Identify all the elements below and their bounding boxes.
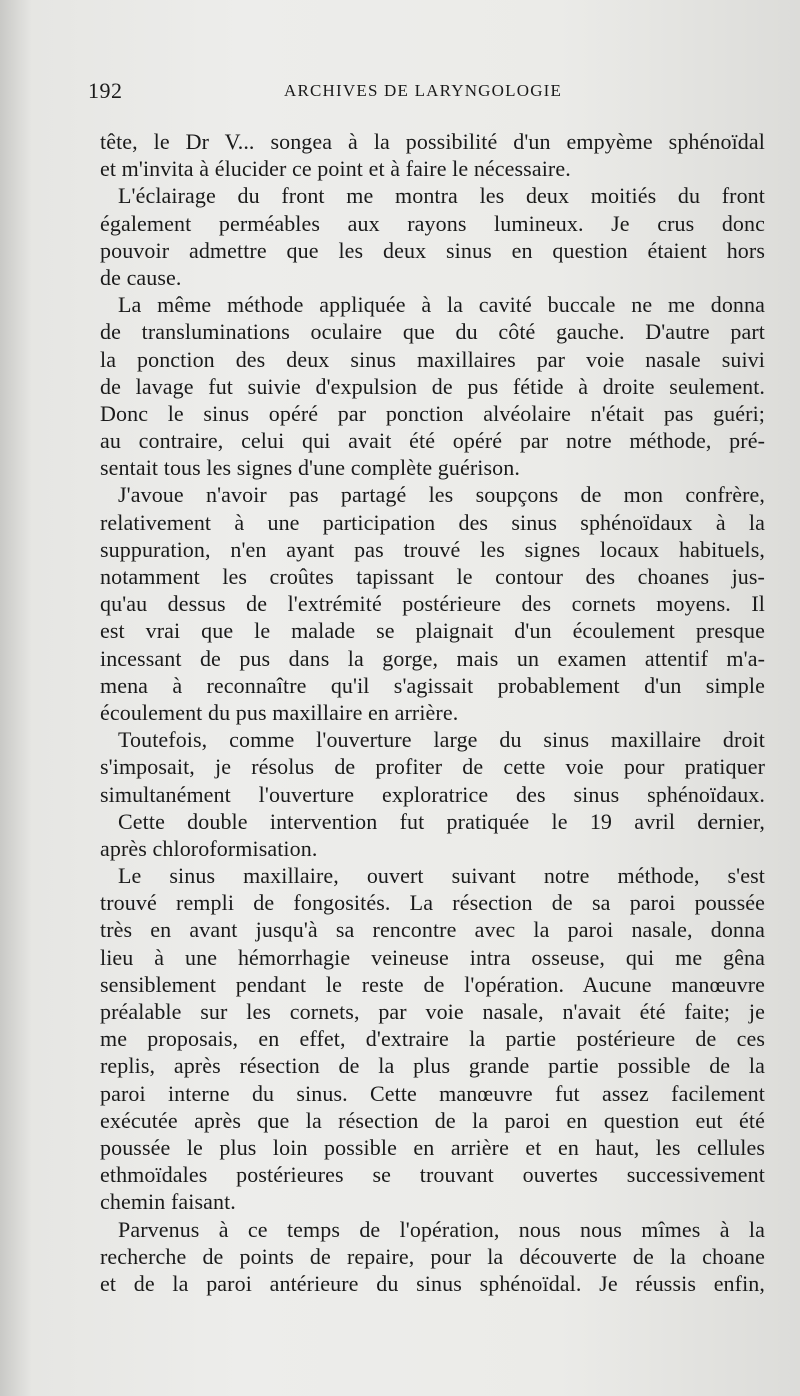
- text-line: sensiblement pendant le reste de l'opération. Aucune manœuvre: [100, 971, 765, 997]
- text-line: J'avoue n'avoir pas partagé les soupçons de mon confrère,: [118, 482, 765, 508]
- text-line: la ponction des deux sinus maxillaires par voie nasale suivi: [100, 346, 765, 372]
- text-line: replis, après résection de la plus grande partie possible de la: [100, 1053, 765, 1079]
- page-number: 192: [88, 78, 123, 103]
- text-line: relativement à une participation des sinus sphénoïdaux à la: [100, 509, 765, 535]
- text-line: Parvenus à ce temps de l'opération, nous nous mîmes à la: [118, 1216, 765, 1242]
- body-text: [100, 128, 765, 1297]
- text-line: notamment les croûtes tapissant le contour des choanes jus-: [100, 564, 765, 589]
- text-line: pouvoir admettre que les deux sinus en question étaient hors: [100, 237, 765, 263]
- text-line: ethmoïdales postérieures se trouvant ouvertes successivement: [100, 1162, 765, 1188]
- text-line: me proposais, en effet, d'extraire la partie postérieure de ces: [100, 1026, 765, 1052]
- text-line: Cette double intervention fut pratiquée le 19 avril dernier,: [118, 808, 765, 834]
- text-line: L'éclairage du front me montra les deux moitiés du front: [118, 183, 765, 209]
- text-line: très en avant jusqu'à sa rencontre avec la paroi nasale, donna: [100, 917, 765, 943]
- text-line: Donc le sinus opéré par ponction alvéolaire n'était pas guéri;: [100, 400, 765, 426]
- text-line: au contraire, celui qui avait été opéré par notre méthode, pré-: [100, 428, 765, 454]
- text-line: poussée le plus loin possible en arrière et en haut, les cellules: [100, 1134, 765, 1160]
- text-line: exécutée après que la résection de la paroi en question eut été: [100, 1107, 765, 1133]
- text-line: écoulement du pus maxillaire en arrière.: [100, 699, 459, 725]
- text-line: après chloroformisation.: [100, 835, 318, 861]
- text-line: chemin faisant.: [100, 1189, 236, 1215]
- text-line: de transluminations oculaire que du côté gauche. D'autre part: [100, 319, 765, 345]
- text-line: qu'au dessus de l'extrémité postérieure des cornets moyens. Il: [100, 591, 765, 617]
- text-line: et de la paroi antérieure du sinus sphénoïdal. Je réussis enfin,: [100, 1270, 765, 1296]
- text-line: également perméables aux rayons lumineux. Je crus donc: [100, 210, 765, 236]
- text-line: Le sinus maxillaire, ouvert suivant notre méthode, s'est: [118, 863, 765, 889]
- text-line: et m'invita à élucider ce point et à faire le nécessaire.: [100, 156, 571, 182]
- page-header: [88, 78, 760, 108]
- text-line: suppuration, n'en ayant pas trouvé les signes locaux habituels,: [100, 536, 765, 562]
- text-line: recherche de points de repaire, pour la découverte de la choane: [100, 1243, 765, 1269]
- text-line: Toutefois, comme l'ouverture large du sinus maxillaire droit: [118, 727, 765, 753]
- text-line: est vrai que le malade se plaignait d'un écoulement presque: [100, 618, 765, 644]
- text-line: tête, le Dr V... songea à la possibilité d'un empyème sphénoïdal: [100, 129, 765, 154]
- text-line: La même méthode appliquée à la cavité buccale ne me donna: [118, 292, 765, 318]
- text-line: simultanément l'ouverture exploratrice des sinus sphénoïdaux.: [100, 781, 765, 807]
- text-line: mena à reconnaître qu'il s'agissait probablement d'un simple: [100, 672, 765, 698]
- text-line: trouvé rempli de fongosités. La résection de sa paroi poussée: [100, 890, 765, 916]
- running-title: ARCHIVES DE LARYNGOLOGIE: [284, 81, 563, 100]
- text-line: paroi interne du sinus. Cette manœuvre fut assez facilement: [100, 1080, 765, 1106]
- text-line: de lavage fut suivie d'expulsion de pus fétide à droite seulement.: [100, 373, 765, 399]
- text-line: lieu à une hémorrhagie veineuse intra osseuse, qui me gêna: [100, 944, 765, 970]
- text-line: sentait tous les signes d'une complète guérison.: [100, 455, 520, 481]
- text-line: de cause.: [100, 264, 182, 290]
- text-line: s'imposait, je résolus de profiter de cette voie pour pratiquer: [100, 754, 765, 780]
- text-line: incessant de pus dans la gorge, mais un examen attentif m'a-: [100, 645, 765, 671]
- text-line: préalable sur les cornets, par voie nasale, n'avait été faite; je: [100, 999, 765, 1024]
